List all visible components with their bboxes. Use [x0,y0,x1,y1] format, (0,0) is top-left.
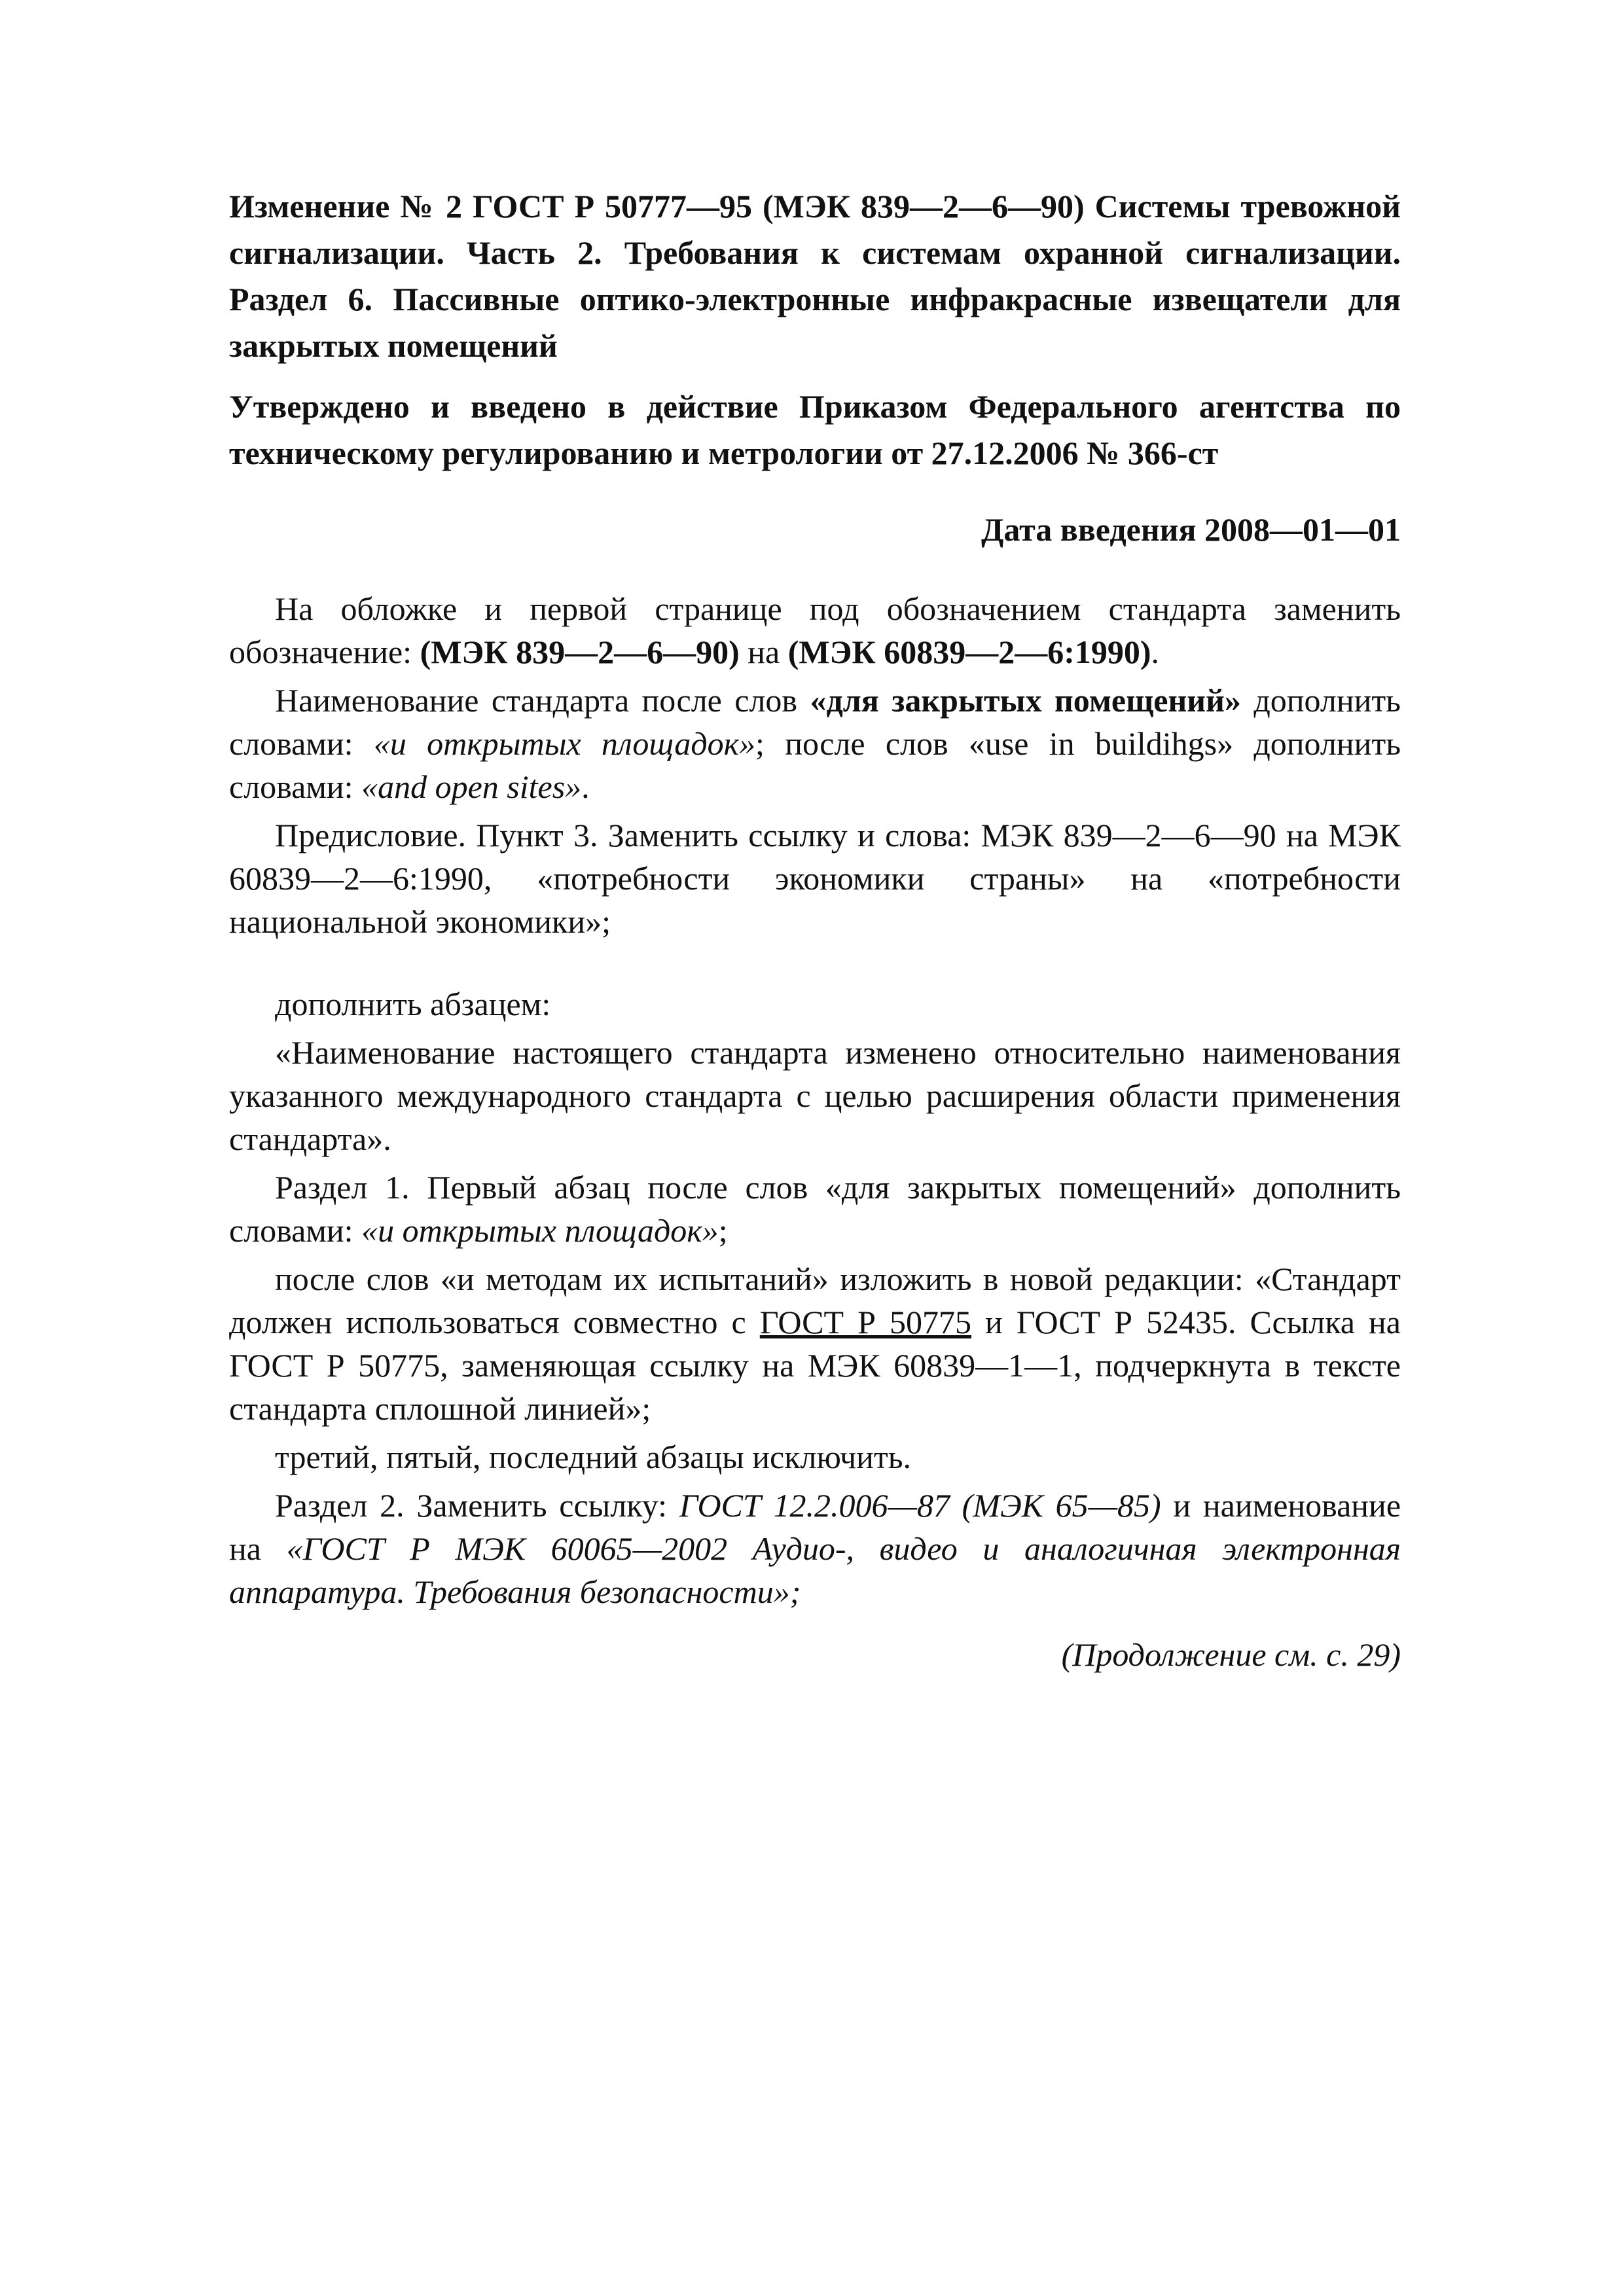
old-designation: (МЭК 839—2—6—90) [420,634,740,670]
paragraph-new-wording [229,1257,1401,1430]
text-span: ; после слов «use in buildihgs» дополнить словами: [229,725,1401,805]
text-span: и наименование на [229,1487,1401,1567]
new-reference: «ГОСТ Р МЭК 60065—2002 Аудио-, видео и аналогичная электронная аппаратура. Требования безопасности»; [229,1530,1401,1610]
text-span: . [581,768,590,805]
text-span: после слов «и методам их испытаний» изложить в новой редакции: «Стандарт должен использоваться совместно с [229,1261,1401,1340]
paragraph-standard-name [229,679,1401,808]
text-span: и ГОСТ Р 52435. Ссылка на ГОСТ Р 50775, заменяющая ссылку на МЭК 60839—1—1, подчеркнута в тексте стандарта сплошной линией»; [229,1304,1401,1427]
new-designation: (МЭК 60839—2—6:1990) [787,634,1151,670]
text-span: дополнить словами: [229,682,1401,762]
text-span: Раздел 2. Заменить ссылку: [275,1487,679,1524]
paragraph-section-1 [229,1166,1401,1252]
quoted-italic-phrase-en: «and open sites» [361,768,582,805]
paragraph-quote-name-changed: «Наименование настоящего стандарта изменено относительно наименования указанного международного стандарта с целью расширения области применения стандарта». [229,1034,1401,1157]
text-span: На обложке и первой странице под обозначением стандарта заменить обозначение: [229,590,1401,670]
old-reference: ГОСТ 12.2.006—87 (МЭК 65—85) [679,1487,1161,1524]
text-span: Раздел 1. Первый абзац после слов «для закрытых помещений» дополнить словами: [229,1169,1401,1249]
paragraph-add-abstract: дополнить абзацем: [275,986,551,1022]
approval-statement: Утверждено и введено в действие Приказом Федерального агентства по техническому регулированию и метрологии от 27.12.2006 № 366-ст [229,388,1401,471]
effective-date: Дата введения 2008—01—01 [981,511,1401,548]
document-page [229,183,1401,1676]
quoted-italic-phrase: «и открытых площадок» [373,725,756,762]
text-span: ; [718,1212,728,1249]
text-span: на [739,634,788,670]
paragraph-cover-designation [229,587,1401,673]
paragraph-section-2 [229,1484,1401,1613]
text-span: Наименование стандарта после слов [275,682,810,719]
underlined-reference: ГОСТ Р 50775 [759,1304,971,1340]
continuation-note: (Продолжение см. с. 29) [1061,1636,1401,1673]
text-span: . [1151,634,1160,670]
paragraph-foreword: Предисловие. Пункт 3. Заменить ссылку и слова: МЭК 839—2—6—90 на МЭК 60839—2—6:1990, «потребности экономики страны» на «потребности национальной экономики»; [229,817,1401,940]
quoted-bold-phrase: «для закрытых помещений» [810,682,1241,719]
amendment-title: Изменение № 2 ГОСТ Р 50777—95 (МЭК 839—2—6—90) Системы тревожной сигнализации. Часть 2. Требования к системам охранной сигнализации. Раздел 6. Пассивные оптико-электронные инфракрасные извещатели для закрытых помещений [229,188,1401,364]
quoted-italic-phrase: «и открытых площадок» [361,1212,719,1249]
paragraph-exclude: третий, пятый, последний абзацы исключить. [275,1439,911,1475]
